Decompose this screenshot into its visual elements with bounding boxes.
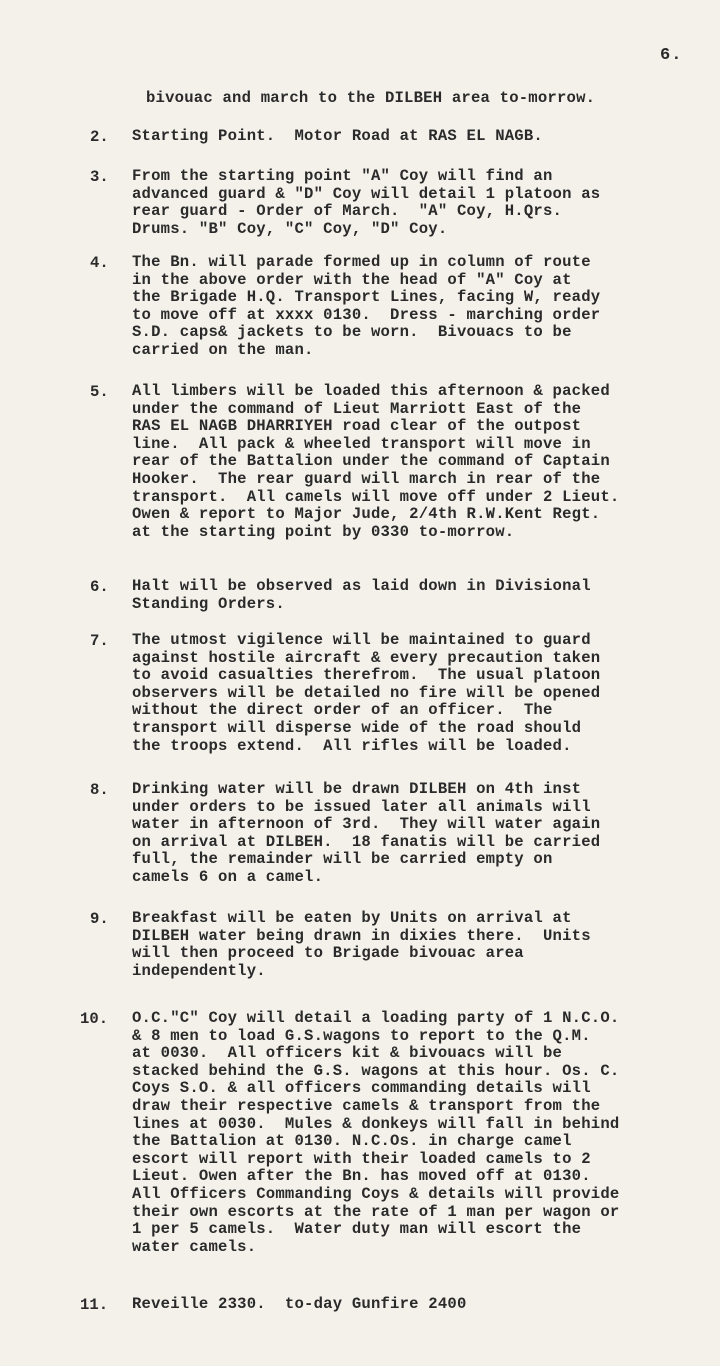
paragraph-line: All Officers Commanding Coys & details will provide: [132, 1185, 620, 1203]
paragraph-line: Reveille 2330. to-day Gunfire 2400: [132, 1295, 467, 1313]
paragraph-number: 9.: [90, 910, 109, 928]
page-number: 6.: [660, 46, 683, 65]
paragraph-number: 7.: [90, 632, 109, 650]
paragraph-line: O.C."C" Coy will detail a loading party of 1 N.C.O.: [132, 1009, 620, 1027]
paragraph-line: All limbers will be loaded this afternoon & packed: [132, 382, 610, 400]
paragraph-number: 6.: [90, 578, 109, 596]
paragraph-line: to avoid casualties therefrom. The usual platoon: [132, 666, 601, 685]
paragraph-line: Halt will be observed as laid down in Divisional: [132, 577, 591, 595]
paragraph-line: against hostile aircraft & every precaution taken: [132, 648, 601, 667]
paragraph-line: 1 per 5 camels. Water duty man will escort the: [132, 1220, 582, 1239]
paragraph-line: Coys S.O. & all officers commanding details will: [132, 1079, 591, 1098]
paragraph-line: camels 6 on a camel.: [132, 868, 324, 886]
paragraph-line: advanced guard & "D" Coy will detail 1 platoon as: [132, 184, 601, 203]
paragraph-line: full, the remainder will be carried empty on: [132, 850, 553, 869]
paragraph-line: rear of the Battalion under the command of Captain: [132, 452, 610, 471]
paragraph-line: to move off at xxxx 0130. Dress - marching order: [132, 305, 601, 324]
paragraph-line: under the command of Lieut Marriott East of the: [132, 399, 582, 418]
paragraph-line: transport. All camels will move off under 2 Lieut.: [132, 487, 620, 506]
paragraph-line: Lieut. Owen after the Bn. has moved off at 0130.: [132, 1167, 591, 1186]
paragraph-line: Drums. "B" Coy, "C" Coy, "D" Coy.: [132, 219, 448, 238]
paragraph-line: transport will disperse wide of the road should: [132, 719, 582, 737]
paragraph-line: will then proceed to Brigade bivouac area: [132, 944, 524, 963]
paragraph-line: without the direct order of an officer. The: [132, 701, 553, 720]
paragraph-number: 11.: [80, 1296, 109, 1314]
paragraph-line: Hooker. The rear guard will march in rear of the: [132, 470, 601, 488]
paragraph-line: at the starting point by 0330 to-morrow.: [132, 522, 515, 541]
paragraph-line: the troops extend. All rifles will be loaded.: [132, 736, 572, 755]
paragraph-line: at 0030. All officers kit & bivouacs will be: [132, 1044, 563, 1063]
paragraph-line: lines at 0030. Mules & donkeys will fall in behind: [132, 1114, 620, 1133]
paragraph-line: Starting Point. Motor Road at RAS EL NAGB.: [132, 127, 543, 145]
paragraph-line: their own escorts at the rate of 1 man per wagon or: [132, 1202, 620, 1221]
paragraph-line: DILBEH water being drawn in dixies there. Units: [132, 926, 591, 945]
paragraph-line: From the starting point "A" Coy will find an: [132, 167, 553, 185]
paragraph-line: carried on the man.: [132, 341, 314, 359]
paragraph-line: Drinking water will be drawn DILBEH on 4th inst: [132, 780, 582, 798]
paragraph-line: line. All pack & wheeled transport will move in: [132, 434, 591, 453]
paragraph-line: independently.: [132, 961, 266, 980]
paragraph-line: & 8 men to load G.S.wagons to report to the Q.M.: [132, 1026, 591, 1045]
paragraph-line: observers will be detailed no fire will be opened: [132, 683, 601, 702]
paragraph-line: water camels.: [132, 1237, 257, 1256]
paragraph-number: 8.: [90, 781, 109, 799]
paragraph-line: draw their respective camels & transport from the: [132, 1097, 601, 1115]
paragraph-line: water in afternoon of 3rd. They will water again: [132, 815, 601, 834]
paragraph-line: the Battalion at 0130. N.C.Os. in charge camel: [132, 1132, 572, 1151]
paragraph-line: under orders to be issued later all animals will: [132, 797, 591, 816]
paragraph-number: 3.: [90, 168, 109, 186]
paragraph-line: escort will report with their loaded camels to 2: [132, 1149, 591, 1168]
paragraph-line: Breakfast will be eaten by Units on arrival at: [132, 909, 572, 927]
paragraph-number: 2.: [90, 128, 109, 146]
paragraph-line: in the above order with the head of "A" Coy at: [132, 270, 572, 289]
paragraph-number: 5.: [90, 383, 109, 401]
paragraph-number: 4.: [90, 254, 109, 272]
paragraph-line: The Bn. will parade formed up in column of route: [132, 253, 591, 271]
paragraph-line: the Brigade H.Q. Transport Lines, facing W, ready: [132, 288, 601, 307]
intro-line: bivouac and march to the DILBEH area to-morrow.: [146, 89, 596, 107]
paragraph-line: S.D. caps& jackets to be worn. Bivouacs to be: [132, 323, 572, 342]
paragraph-line: Owen & report to Major Jude, 2/4th R.W.Kent Regt.: [132, 505, 601, 524]
paragraph-line: stacked behind the G.S. wagons at this hour. Os. C.: [132, 1061, 620, 1080]
paragraph-number: 10.: [80, 1010, 109, 1028]
paragraph-line: Standing Orders.: [132, 594, 285, 613]
paragraph-line: rear guard - Order of March. "A" Coy, H.Qrs.: [132, 202, 563, 221]
paragraph-line: The utmost vigilence will be maintained to guard: [132, 631, 591, 649]
paragraph-line: RAS EL NAGB DHARRIYEH road clear of the outpost: [132, 417, 582, 436]
paragraph-line: on arrival at DILBEH. 18 fanatis will be carried: [132, 832, 601, 851]
